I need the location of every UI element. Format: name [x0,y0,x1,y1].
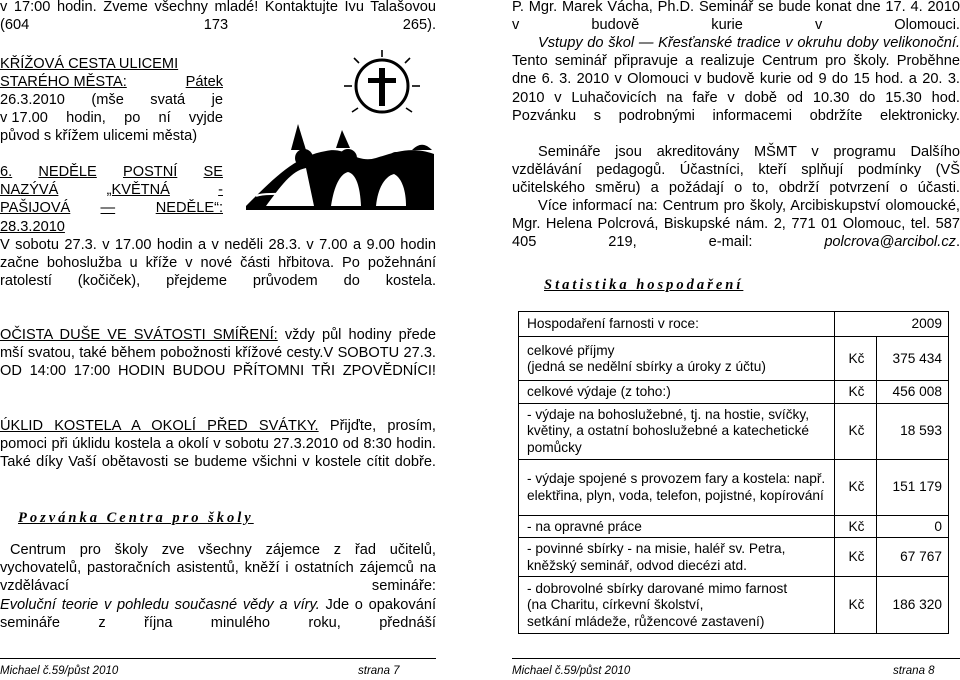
uklid-title: ÚKLID KOSTELA A OKOLÍ PŘED SVÁTKY. [0,418,319,434]
email-link[interactable]: polcrova@arcibol.cz [824,234,956,251]
intro-paragraph: v 17:00 hodin. Zveme všechny mladé! Kontaktujte Ivu Talašovou (604 173 265). [0,0,436,34]
nedele-block: 6. NEDĚLE POSTNÍ SE NAZÝVÁ „KVĚTNÁ - PAŠIJOVÁ — NEDĚLE“: 28.3.2010 [0,164,223,235]
right-cont-paragraph: P. Mgr. Marek Vácha, Ph.D. Seminář se bude konat dne 17. 4. 2010 v budově kurie v Olomouci. [512,0,960,34]
statistika-heading: Statistika hospodaření [544,277,744,293]
ocista-paragraph: OČISTA DUŠE VE SVÁTOSTI SMÍŘENÍ: vždy půl hodiny přede mší svatou, také během pobožnosti křížové cesty.V SOBOTU 27.3. OD 14:00 17:00 HODIN BUDOU PŘÍTOMNI TŘI ZPOVĚDNÍCI! [0,327,436,380]
footer-rule-left [0,658,436,659]
footer-page-left: strana 7 [358,665,400,677]
table-row: - výdaje na bohoslužebné, tj. na hostie, svíčky, květiny, a ostatní bohoslužebné a katechetické pomůcky Kč 18 593 [519,403,949,459]
table-row: - povinné sbírky - na misie, haléř sv. Petra, kněžský seminář, odvod diecézi atd. Kč 67 767 [519,538,949,577]
finance-table [518,311,949,634]
footer-rule-right [512,658,960,659]
krizova-line: STARÉHO MĚSTA: Pátek [0,74,223,91]
pozvanka-paragraph: Centrum pro školy zve všechny zájemce z řad učitelů, vychovatelů, pastoračních asistentů, kněží i ostatních zájemců na vzdělávací semináře: [0,542,436,595]
table-row: celkové příjmy (jedná se nedělní sbírky a úroky z účtu) Kč 375 434 [519,337,949,381]
vice-informaci-paragraph: Více informací na: Centrum pro školy, Arcibiskupství olomoucké, Mgr. Helena Polcrová, Biskupské nám. 2, 771 01 Olomouc, tel. 587 405 219, e-mail: polcrova@arcibol.cz. [512,198,960,251]
uklid-paragraph: ÚKLID KOSTELA A OKOLÍ PŘED SVÁTKY. Přijďte, prosím, pomoci při úklidu kostela a okolí v sobotu 27.3.2010 od 8:30 hodin. Také díky Vaší obětavosti se budeme všichni v kostele cítit dobře. [0,418,436,471]
table-row: - na opravné práce Kč 0 [519,515,949,538]
krizova-cesta-details: 26.3.2010 (mše svatá je v 17.00 hodin, po ní vyjde původ s křížem ulicemi města) [0,92,223,145]
footer-page-right: strana 8 [893,665,935,677]
footer-issue-right: Michael č.59/půst 2010 [512,665,631,677]
krizova-line: KŘÍŽOVÁ CESTA ULICEMI [0,56,179,72]
procession-illustration [236,46,436,210]
pozvanka-seminar: Evoluční teorie v pohledu současné vědy a víry. Jde o opakování semináře z října minulého roku, přednáší [0,597,437,632]
table-row: celkové výdaje (z toho:) Kč 456 008 [519,381,949,404]
krizova-cesta-block [0,55,223,91]
footer-issue-left: Michael č.59/půst 2010 [0,665,119,677]
table-row: - dobrovolné sbírky darované mimo farnost (na Charitu, církevní školství, setkání mládeže, růžencové zastavení) Kč 186 320 [519,577,949,634]
akreditace-paragraph: Semináře jsou akreditovány MŠMT v programu Dalšího vzdělávání pedagogů. Účastníci, kteří splňují podmínky (VŠ učitelského směru) a požádají o to, obdrží potvrzení o účasti. [512,144,960,197]
vstupy-paragraph: Vstupy do škol — Křesťanské tradice v okruhu doby velikonoční. Tento seminář připravuje a realizuje Centrum pro školy. Proběhne dne 6. 3. 2010 v Olomouci v budově kurie od 9 do 15 hod. a 20. 3. 2010 v Luhačovicích na faře v době od 10.30 do 15.30 hod. Pozvánku s podrobnými informacemi obdržíte elektronicky. [512,35,960,124]
pozvanka-heading: Pozvánka Centra pro školy [18,510,254,526]
table-row: Hospodaření farnosti v roce: 2009 [519,312,949,337]
sobota-paragraph: V sobotu 27.3. v 17.00 hodin a v neděli 28.3. v 7.00 a 9.00 hodin začne bohoslužba u kříže v nové části hřbitova. Po požehnání ratolestí (kočiček), přejdeme průvodem do kostela. [0,237,436,290]
ocista-title: OČISTA DUŠE VE SVÁTOSTI SMÍŘENÍ: [0,327,278,343]
table-row: - výdaje spojené s provozem fary a kostela: např. elektřina, plyn, voda, telefon, pojistné, kopírování Kč 151 179 [519,459,949,515]
